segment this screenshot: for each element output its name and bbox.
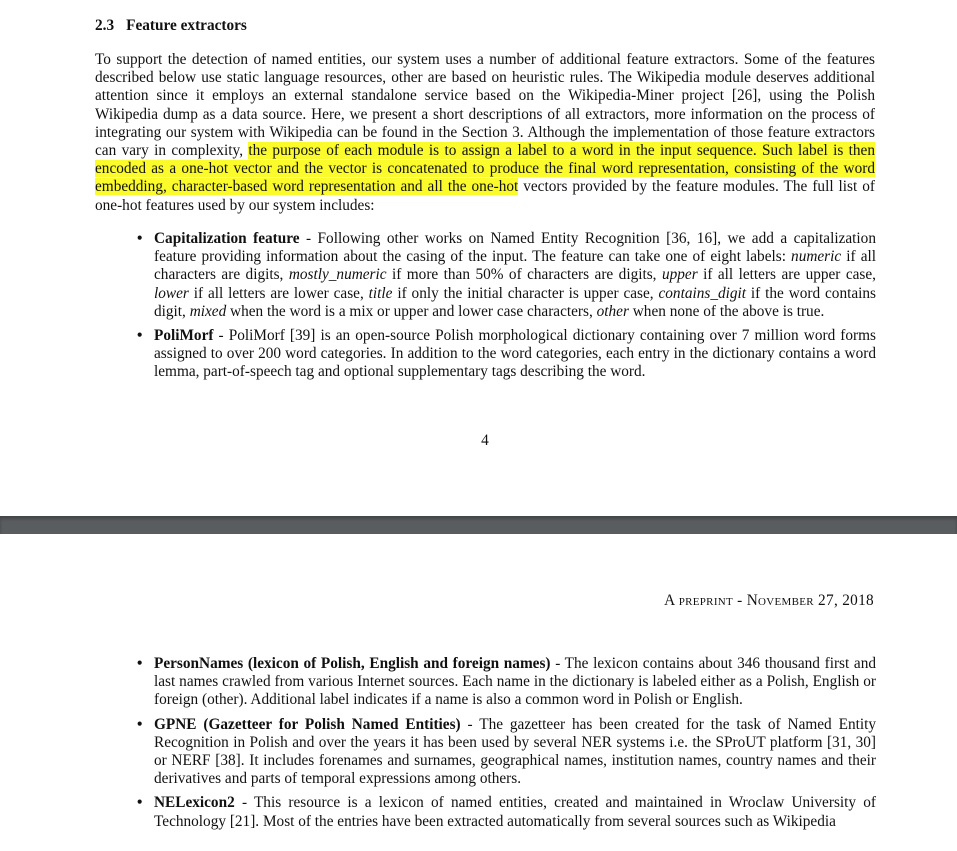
item-term: PoliMorf — [154, 327, 214, 345]
item-text: when the word is a mix or upper and lower case characters, — [226, 302, 597, 320]
running-header — [664, 592, 874, 610]
label-title: title — [368, 284, 393, 302]
list-item — [135, 327, 876, 382]
section-title: Feature extractors — [126, 17, 247, 34]
list-item — [135, 655, 876, 710]
item-text: if the word contains digit, — [154, 284, 876, 320]
item-text: if all letters are upper case, — [697, 266, 876, 284]
label-numeric: numeric — [791, 248, 842, 266]
feature-list — [135, 230, 876, 388]
document-page-bottom — [0, 534, 957, 851]
item-term: NELexicon2 — [154, 794, 235, 812]
bullet-icon: • — [137, 715, 143, 733]
item-term: Capitalization feature — [154, 230, 300, 247]
header-date: November 27, 2018 — [746, 592, 874, 609]
list-item — [135, 794, 876, 830]
item-text: if only the initial character is upper case, — [392, 284, 659, 302]
bullet-icon: • — [137, 655, 143, 672]
item-text: - This resource is a lexicon of named entities, created and maintained in Wroclaw University of Technology [21]. Most of the entries have been extracted automatically from several sources such as Wikipedia — [154, 794, 876, 830]
header-label: A preprint — [664, 592, 734, 609]
label-contains-digit: contains_digit — [658, 284, 747, 302]
page-divider — [0, 516, 957, 534]
bullet-icon: • — [137, 230, 143, 247]
item-text: - The lexicon contains about 346 thousand first and last names crawled from various Internet sources. Each name in the dictionary is labeled either as a Polish, English or foreign (other). Additional label indicates if a name is also a common word in Polish or English. — [154, 655, 876, 709]
item-text: if all characters are digits, — [154, 248, 876, 284]
section-heading — [95, 17, 247, 35]
label-mixed: mixed — [189, 302, 227, 320]
item-term: GPNE (Gazetteer for Polish Named Entities) — [154, 715, 461, 733]
section-number: 2.3 — [95, 17, 115, 34]
item-text: - Following other works on Named Entity Recognition [36, 16], we add a capitalization feature providing information about the casing of the input. The feature can take one of eight labels: — [154, 230, 876, 266]
item-text: if all letters are lower case, — [188, 284, 369, 302]
resource-list — [135, 655, 876, 837]
item-text: - The gazetteer has been created for the task of Named Entity Recognition in Polish and over the years it has been used by several NER systems i.e. the SProUT platform [31, 30] or NERF [38]. It includes forenames and surnames, geographical names, institution names, country names and their derivatives and parts of temporal expressions among others. — [154, 715, 876, 788]
bullet-icon: • — [137, 327, 143, 345]
page-number: 4 — [481, 432, 489, 449]
label-upper: upper — [661, 266, 698, 284]
list-item — [135, 716, 876, 789]
list-item — [135, 230, 876, 321]
intro-paragraph[interactable] — [95, 51, 875, 215]
item-text: if more than 50% of characters are digits, — [386, 266, 662, 284]
header-separator: - — [733, 592, 747, 609]
highlighted-text[interactable]: the purpose of each module is to assign a label to a word in the input sequence. Such label is then encoded as a one-hot vector and the vector is concatenated to produce the final word representation, consisting of the word embedding, character-based word representation and all the one-hot — [95, 142, 875, 196]
bullet-icon: • — [137, 794, 143, 812]
item-text: when none of the above is true. — [628, 302, 825, 320]
label-lower: lower — [154, 284, 189, 302]
item-text: - PoliMorf [39] is an open-source Polish morphological dictionary containing over 7 million word forms assigned to over 200 word categories. In addition to the word categories, each entry in the dictionary contains a word lemma, part-of-speech tag and optional supplementary tags describing the word. — [154, 327, 876, 381]
item-term: PersonNames (lexicon of Polish, English and foreign names) — [154, 655, 551, 672]
label-other: other — [596, 302, 629, 320]
paragraph-text: To support the detection of named entities, our system uses a number of additional feature extractors. Some of the features described below use static language resources, other are based on heuristic rules. The Wikipedia module deserves additional attention since it employs an external standalone service based on the Wikipedia-Miner project [26], using the Polish Wikipedia dump as a data source. Here, we present a short descriptions of all extractors, more information on the process of integrating our system with Wikipedia can be found in the Section 3. Although the implementation of those feature extractors can vary in complexity, — [95, 51, 875, 160]
label-mostly-numeric: mostly_numeric — [288, 266, 387, 284]
paragraph-text-end: vectors provided by the feature modules. The full list of one-hot features used by our system includes: — [95, 178, 875, 214]
